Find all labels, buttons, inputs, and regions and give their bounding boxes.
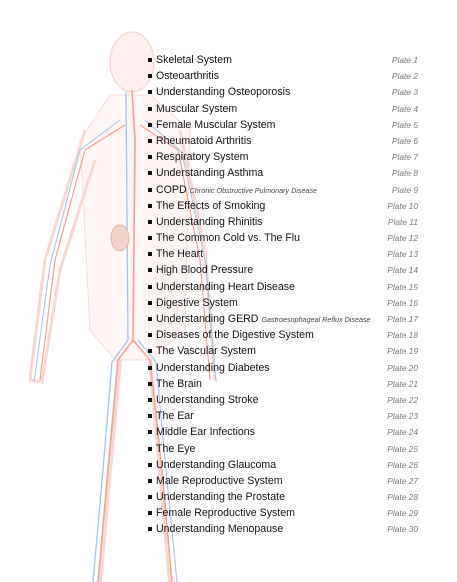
toc-entry-title: [156, 230, 300, 246]
toc-entry-plate: Plate 12: [387, 233, 418, 244]
toc-entry-title: [156, 343, 256, 359]
bullet-icon: [148, 495, 152, 499]
toc-entry-plate: Plate 4: [391, 103, 418, 114]
bullet-icon: [148, 430, 152, 434]
toc-entry-title: [156, 246, 203, 262]
toc-entry-title: [156, 262, 253, 278]
toc-entry-title-text: The Vascular System: [156, 345, 256, 358]
toc-entry-title: [156, 360, 270, 376]
toc-entry-plate: Plate 14: [387, 265, 418, 276]
toc-entry-title: [156, 68, 219, 84]
toc-entry-plate: Plate 20: [387, 362, 418, 373]
bullet-icon: [148, 479, 152, 483]
toc-entry-plate: Plate 13: [387, 249, 418, 260]
toc-entry-title: [156, 327, 314, 343]
toc-entry-title-text: Understanding GERD: [156, 313, 259, 325]
toc-entry-plate: Plate 10: [387, 200, 418, 211]
toc-entry[interactable]: [148, 198, 418, 214]
toc-entry-title-text: The Brain: [156, 377, 202, 390]
toc-entry[interactable]: [148, 327, 418, 343]
toc-entry-title: [156, 376, 202, 392]
toc-entry-title: [156, 52, 232, 68]
toc-entry-title: [156, 424, 255, 440]
toc-entry-title-text: Understanding Heart Disease: [156, 280, 295, 293]
toc-entry-title: [156, 408, 194, 424]
toc-entry[interactable]: [148, 230, 418, 246]
bullet-icon: [148, 236, 152, 240]
toc-entry-plate: Plate 28: [387, 492, 418, 503]
toc-entry-plate: Plate 11: [387, 216, 418, 227]
toc-entry[interactable]: [148, 408, 418, 424]
toc-entry-title-text: Respiratory System: [156, 151, 249, 164]
toc-entry[interactable]: [148, 343, 418, 359]
bullet-icon: [148, 171, 152, 175]
toc-entry-title: [156, 489, 285, 505]
bullet-icon: [148, 398, 152, 402]
toc-entry-plate: Plate 6: [391, 135, 418, 146]
toc-entry-plate: Plate 7: [391, 152, 418, 163]
toc-entry[interactable]: [148, 149, 418, 165]
bullet-icon: [148, 58, 152, 62]
toc-entry-title: [156, 214, 263, 230]
toc-entry-title: [156, 84, 290, 100]
toc-entry[interactable]: [148, 214, 418, 230]
bullet-icon: [148, 463, 152, 467]
toc-entry-title-text: Understanding Stroke: [156, 393, 259, 406]
bullet-icon: [148, 74, 152, 78]
toc-entry-title-text: Osteoarthritis: [156, 70, 219, 83]
toc-entry-plate: Plate 19: [387, 346, 418, 357]
bullet-icon: [148, 366, 152, 370]
toc-entry-title-text: Digestive System: [156, 296, 238, 309]
toc-entry[interactable]: [148, 505, 418, 521]
bullet-icon: [148, 511, 152, 515]
toc-entry[interactable]: [148, 392, 418, 408]
toc-entry-title-text: Skeletal System: [156, 54, 232, 66]
bullet-icon: [148, 188, 152, 192]
toc-entry-title: [156, 521, 283, 537]
toc-entry-plate: Plate 24: [387, 427, 418, 438]
toc-entry[interactable]: [148, 441, 418, 457]
toc-entry-title-text: Understanding the Prostate: [156, 491, 285, 504]
toc-entry-title-text: The Heart: [156, 248, 204, 261]
toc-entry[interactable]: [148, 165, 418, 181]
toc-entry-title-text: The Ear: [156, 410, 194, 423]
toc-entry-title-text: Understanding Osteoporosis: [156, 86, 291, 99]
toc-entry-title: [156, 311, 371, 328]
toc-entry[interactable]: [148, 295, 418, 311]
toc-entry-title-text: COPD: [156, 183, 187, 196]
toc-entry-title: [156, 505, 295, 521]
table-of-contents: [148, 52, 418, 538]
toc-entry-title-text: The Common Cold vs. The Flu: [156, 232, 301, 245]
bullet-icon: [148, 123, 152, 127]
toc-entry-plate: Plate 23: [387, 411, 418, 422]
bullet-icon: [148, 252, 152, 256]
toc-entry-plate: Plate 15: [387, 281, 418, 292]
toc-entry-plate: Plate 25: [387, 443, 418, 454]
toc-entry-plate: Plate 3: [391, 87, 418, 98]
bullet-icon: [148, 155, 152, 159]
toc-entry-plate: Plate 30: [387, 524, 418, 535]
toc-entry-title-text: The Eye: [156, 442, 196, 455]
bullet-icon: [148, 527, 152, 531]
bullet-icon: [148, 317, 152, 321]
toc-entry-title-text: Female Muscular System: [156, 118, 276, 131]
bullet-icon: [148, 349, 152, 353]
toc-entry[interactable]: [148, 473, 418, 489]
toc-entry[interactable]: [148, 84, 418, 100]
toc-entry-plate: Plate 22: [387, 394, 418, 405]
bullet-icon: [148, 220, 152, 224]
toc-entry[interactable]: [148, 376, 418, 392]
bullet-icon: [148, 107, 152, 111]
toc-entry-title-text: Male Reproductive System: [156, 474, 283, 487]
toc-entry-title-text: The Effects of Smoking: [156, 199, 266, 212]
bullet-icon: [148, 301, 152, 305]
toc-entry-title: [156, 149, 248, 165]
bullet-icon: [148, 285, 152, 289]
toc-entry[interactable]: [148, 117, 418, 133]
toc-entry-subtitle: Chronic Obstructive Pulmonary Disease: [189, 185, 318, 195]
toc-entry-title-text: Muscular System: [156, 102, 238, 115]
toc-entry-title: [156, 392, 258, 408]
toc-entry[interactable]: [148, 182, 418, 198]
toc-entry[interactable]: [148, 311, 418, 327]
toc-entry[interactable]: [148, 489, 418, 505]
bullet-icon: [148, 333, 152, 337]
bullet-icon: [148, 447, 152, 451]
toc-entry-plate: Plate 18: [387, 330, 418, 341]
toc-entry-plate: Plate 26: [387, 459, 418, 470]
toc-entry-title: [156, 133, 251, 149]
toc-entry-title-text: Understanding Glaucoma: [156, 458, 277, 471]
toc-entry[interactable]: [148, 521, 418, 537]
toc-entry-title: [156, 182, 317, 199]
toc-entry-plate: Plate 5: [391, 119, 418, 130]
toc-entry[interactable]: [148, 457, 418, 473]
toc-entry-title-text: Rheumatoid Arthritis: [156, 134, 252, 147]
toc-entry-plate: Plate 29: [387, 508, 418, 519]
toc-entry-title: [156, 165, 263, 181]
toc-entry-plate: Plate 2: [391, 71, 418, 82]
toc-entry-title-text: Understanding Diabetes: [156, 361, 270, 374]
toc-entry[interactable]: [148, 246, 418, 262]
toc-entry-title: [156, 279, 295, 295]
toc-entry-title-text: Female Reproductive System: [156, 507, 295, 520]
toc-entry-title: [156, 101, 237, 117]
toc-entry-title-text: Middle Ear Infections: [156, 426, 255, 439]
toc-entry-plate: Plate 8: [391, 168, 418, 179]
bullet-icon: [148, 139, 152, 143]
toc-entry-title: [156, 117, 276, 133]
toc-entry-title: [156, 198, 265, 214]
toc-entry[interactable]: [148, 279, 418, 295]
toc-entry[interactable]: [148, 424, 418, 440]
toc-entry-plate: Plate 21: [387, 378, 418, 389]
toc-entry-plate: Plate 27: [387, 475, 418, 486]
toc-entry-plate: Plate 16: [387, 297, 418, 308]
bullet-icon: [148, 204, 152, 208]
toc-entry[interactable]: [148, 133, 418, 149]
bullet-icon: [148, 382, 152, 386]
toc-entry[interactable]: [148, 68, 418, 84]
toc-entry[interactable]: [148, 52, 418, 68]
toc-entry[interactable]: [148, 101, 418, 117]
heart-shape: [111, 225, 129, 251]
toc-entry-title-text: Understanding Asthma: [156, 167, 264, 180]
toc-entry-title: [156, 473, 283, 489]
toc-entry[interactable]: [148, 360, 418, 376]
toc-entry-plate: Plate 9: [391, 184, 418, 195]
toc-entry-title: [156, 457, 276, 473]
toc-entry-title-text: Diseases of the Digestive System: [156, 329, 314, 342]
toc-entry-title-text: Understanding Rhinitis: [156, 215, 263, 228]
toc-entry-plate: Plate 1: [391, 55, 418, 65]
toc-entry-title: [156, 295, 238, 311]
toc-entry-title-text: High Blood Pressure: [156, 264, 254, 277]
bullet-icon: [148, 268, 152, 272]
toc-entry-title-text: Understanding Menopause: [156, 523, 284, 536]
toc-entry[interactable]: [148, 262, 418, 278]
bullet-icon: [148, 90, 152, 94]
toc-entry-title: [156, 441, 195, 457]
toc-entry-plate: Plate 17: [387, 314, 418, 324]
toc-entry-subtitle: Gastroesophageal Reflux Disease: [261, 315, 371, 324]
bullet-icon: [148, 414, 152, 418]
